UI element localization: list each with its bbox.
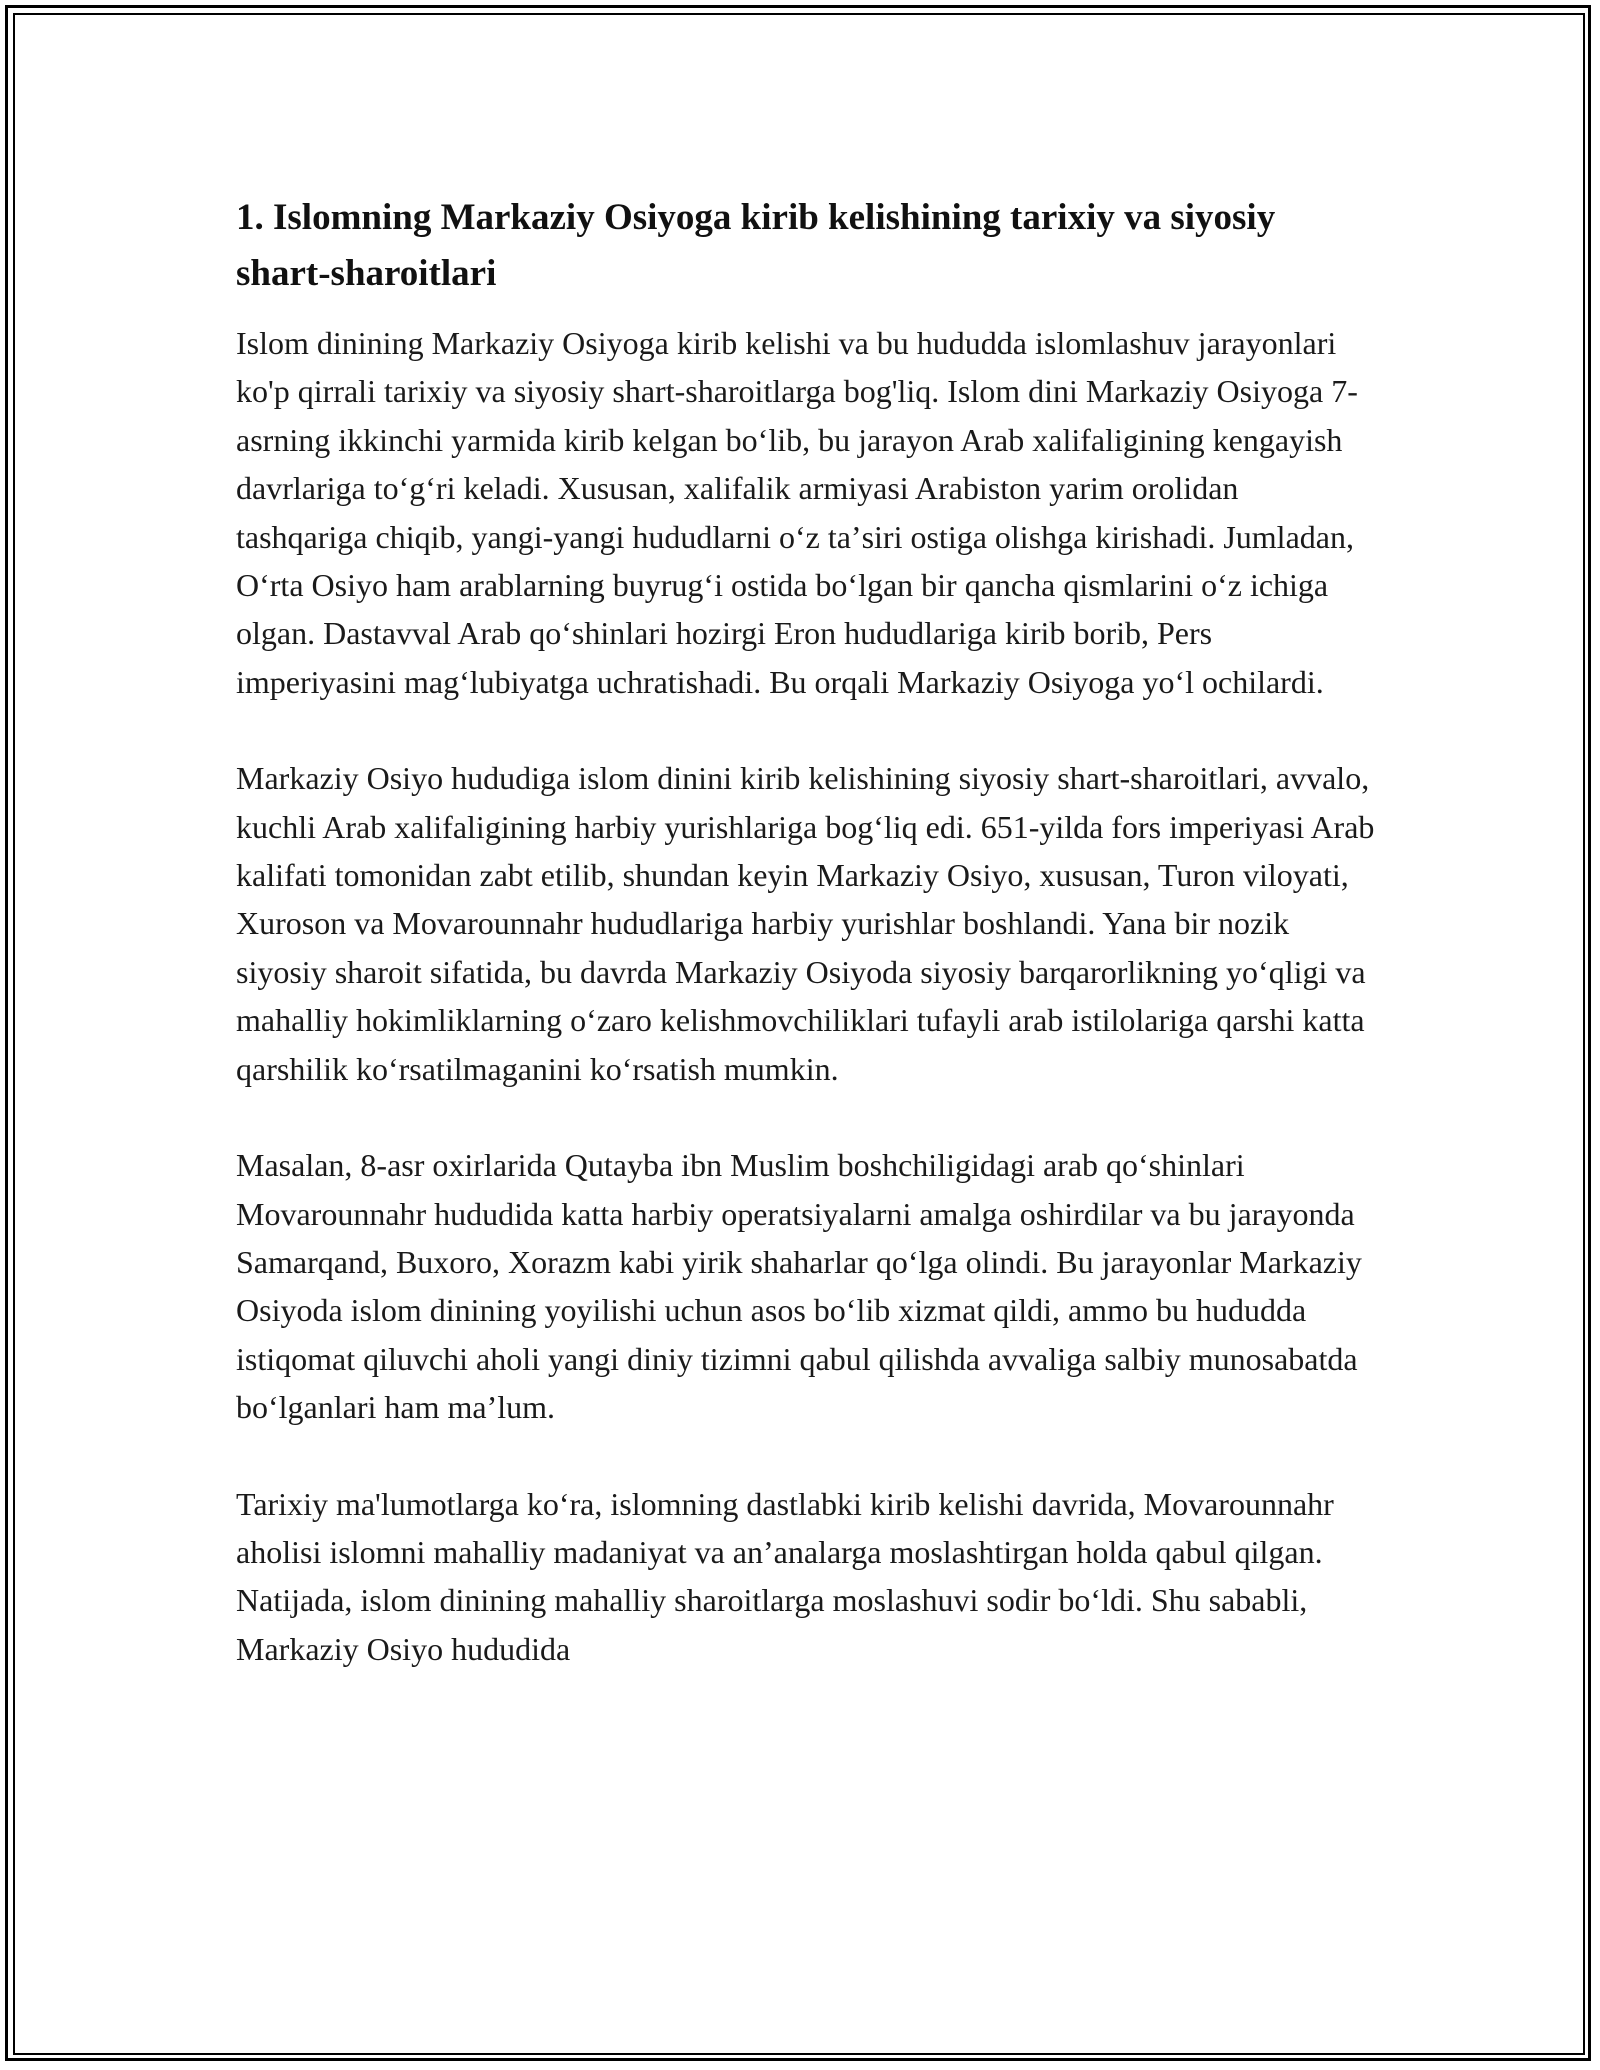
paragraph-3: Masalan, 8-asr oxirlarida Qutayba ibn Muslim boshchiligidagi arab qoʻshinlari Movarounnahr hududida katta harbiy operatsiyalarni amalga oshirdilar va bu jarayonda Samarqand, Buxoro, Xorazm kabi yirik shaharlar qoʻlga olindi. Bu jarayonlar Markaziy Osiyoda islom dinining yoyilishi uchun asos boʻlib xizmat qildi, ammo bu hududda istiqomat qiluvchi aholi yangi diniy tizimni qabul qilishda avvaliga salbiy munosabatda boʻlganlari ham maʼlum.	[236, 1147, 1362, 1426]
document-body	[236, 190, 1376, 1673]
paragraph-2: Markaziy Osiyo hududiga islom dinini kirib kelishining siyosiy shart-sharoitlari, avvalo, kuchli Arab xalifaligining harbiy yurishlariga bogʻliq edi. 651-yilda fors imperiyasi Arab kalifati tomonidan zabt etilib, shundan keyin Markaziy Osiyo, xususan, Turon viloyati, Xuroson va Movarounnahr hududlariga harbiy yurishlar boshlandi. Yana bir nozik siyosiy sharoit sifatida, bu davrda Markaziy Osiyoda siyosiy barqarorlikning yoʻqligi va mahalliy hokimliklarning oʻzaro kelishmovchiliklari tufayli arab istilolariga qarshi katta qarshilik koʻrsatilmaganini koʻrsatish mumkin.	[236, 760, 1375, 1087]
paragraph-1: Islom dinining Markaziy Osiyoga kirib kelishi va bu hududda islomlashuv jarayonlari ko'p qirrali tarixiy va siyosiy shart-sharoitlarga bog'liq. Islom dini Markaziy Osiyoga 7-asrning ikkinchi yarmida kirib kelgan boʻlib, bu jarayon Arab xalifaligining kengayish davrlariga toʻgʻri keladi. Xususan, xalifalik armiyasi Arabiston yarim orolidan tashqariga chiqib, yangi-yangi hududlarni oʻz taʼsiri ostiga olishga kirishadi. Jumladan, Oʻrta Osiyo ham arablarning buyrugʻi ostida boʻlgan bir qancha qismlarini oʻz ichiga olgan. Dastavval Arab qoʻshinlari hozirgi Eron hududlariga kirib borib, Pers imperiyasini magʻlubiyatga uchratishadi. Bu orqali Markaziy Osiyoga yoʻl ochilardi.	[236, 325, 1358, 700]
section-title: 1. Islomning Markaziy Osiyoga kirib kelishining tarixiy va siyosiy shart-sharoitlari	[236, 197, 1276, 294]
paragraph-4: Tarixiy ma'lumotlarga koʻra, islomning dastlabki kirib kelishi davrida, Movarounnahr aholisi islomni mahalliy madaniyat va anʼanalarga moslashtirgan holda qabul qilgan. Natijada, islom dinining mahalliy sharoitlarga moslashuvi sodir boʻldi. Shu sababli, Markaziy Osiyo hududida	[236, 1485, 1334, 1667]
